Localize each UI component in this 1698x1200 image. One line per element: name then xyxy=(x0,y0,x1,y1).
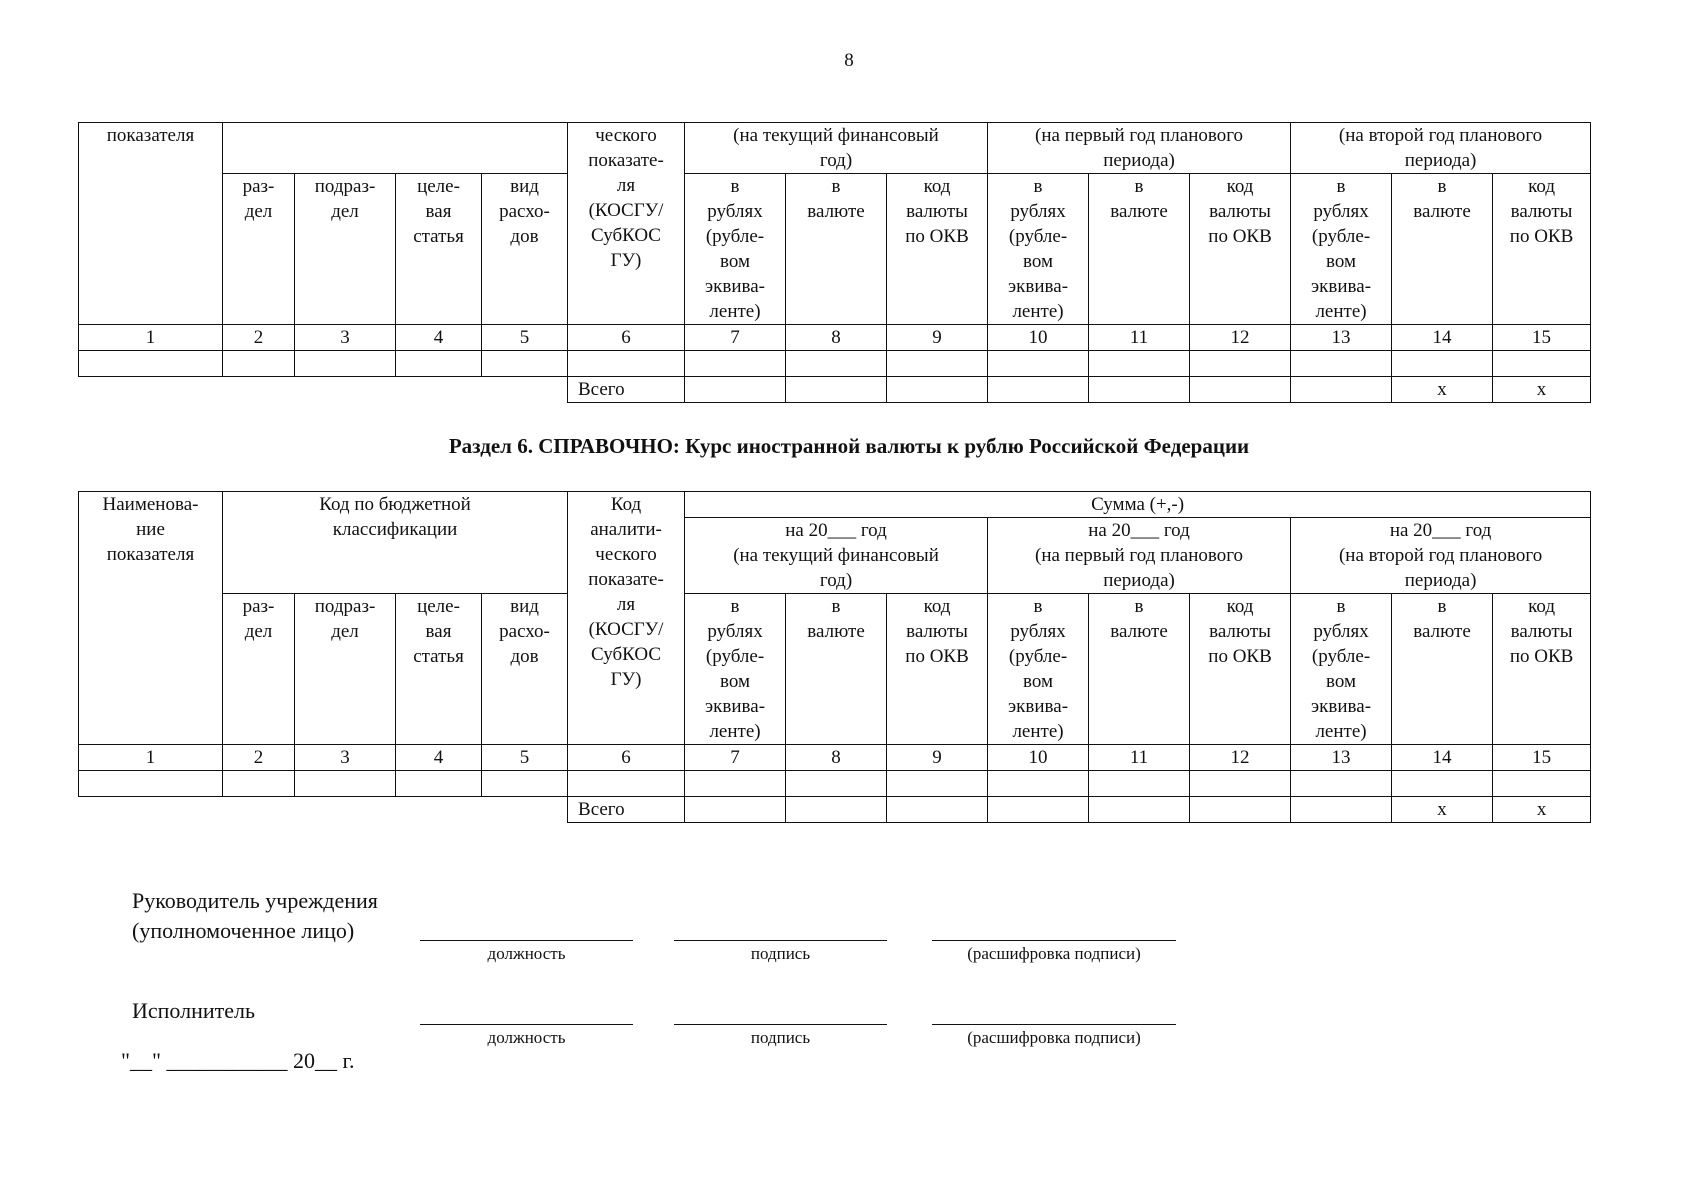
empty-data-row xyxy=(79,351,1591,377)
data-cell[interactable] xyxy=(1291,351,1392,377)
header-currency: в валюте xyxy=(1392,174,1493,325)
head-signature-line[interactable] xyxy=(674,940,887,941)
total-cell[interactable] xyxy=(988,377,1089,403)
executor-decoding-line[interactable] xyxy=(932,1024,1176,1025)
header-expense-type: вид расхо- дов xyxy=(482,174,568,325)
header-rub: в рублях (рубле- вом эквива- ленте) xyxy=(988,594,1089,745)
column-number: 13 xyxy=(1291,325,1392,351)
total-cell[interactable] xyxy=(1089,797,1190,823)
header-okv: код валюты по ОКВ xyxy=(1493,174,1591,325)
data-cell[interactable] xyxy=(786,351,887,377)
data-cell[interactable] xyxy=(1291,771,1392,797)
data-cell[interactable] xyxy=(988,351,1089,377)
header-podrazdel: подраз- дел xyxy=(295,594,396,745)
total-cell[interactable] xyxy=(786,797,887,823)
header-razdel: раз- дел xyxy=(223,594,295,745)
total-cell[interactable] xyxy=(1291,377,1392,403)
data-cell[interactable] xyxy=(396,351,482,377)
column-number: 10 xyxy=(988,325,1089,351)
header-budget-code-group xyxy=(223,123,568,174)
data-cell[interactable] xyxy=(79,771,223,797)
data-cell[interactable] xyxy=(223,351,295,377)
data-cell[interactable] xyxy=(1392,351,1493,377)
data-cell[interactable] xyxy=(1493,771,1591,797)
column-number: 2 xyxy=(223,745,295,771)
total-cell[interactable] xyxy=(1291,797,1392,823)
head-position-line[interactable] xyxy=(420,940,633,941)
column-number: 6 xyxy=(568,325,685,351)
empty-data-row xyxy=(79,771,1591,797)
data-cell[interactable] xyxy=(1089,771,1190,797)
total-cell[interactable] xyxy=(887,797,988,823)
column-number: 15 xyxy=(1493,745,1591,771)
header-analytic-code: ческого показате- ля (КОСГУ/ СубКОС ГУ) xyxy=(568,123,685,325)
header-okv: код валюты по ОКВ xyxy=(887,174,988,325)
data-cell[interactable] xyxy=(568,351,685,377)
header-target-item: целе- вая статья xyxy=(396,594,482,745)
executor-decoding-caption: (расшифровка подписи) xyxy=(967,1028,1141,1047)
column-number: 11 xyxy=(1089,325,1190,351)
total-label: Всего xyxy=(568,377,685,403)
column-number: 5 xyxy=(482,325,568,351)
total-cell[interactable] xyxy=(786,377,887,403)
column-number: 12 xyxy=(1190,745,1291,771)
header-period-current: на 20___ год (на текущий финансовый год) xyxy=(685,518,988,594)
header-period-first: на 20___ год (на первый год планового периода) xyxy=(988,518,1291,594)
column-number: 6 xyxy=(568,745,685,771)
total-cell[interactable] xyxy=(1190,377,1291,403)
data-cell[interactable] xyxy=(79,351,223,377)
data-cell[interactable] xyxy=(887,351,988,377)
executor-position-line[interactable] xyxy=(420,1024,633,1025)
column-number: 15 xyxy=(1493,325,1591,351)
data-cell[interactable] xyxy=(1190,771,1291,797)
header-rub: в рублях (рубле- вом эквива- ленте) xyxy=(1291,174,1392,325)
data-cell[interactable] xyxy=(1392,771,1493,797)
data-cell[interactable] xyxy=(568,771,685,797)
column-number: 3 xyxy=(295,325,396,351)
header-currency: в валюте xyxy=(1089,594,1190,745)
header-okv: код валюты по ОКВ xyxy=(887,594,988,745)
header-okv: код валюты по ОКВ xyxy=(1190,174,1291,325)
column-number: 12 xyxy=(1190,325,1291,351)
column-number: 1 xyxy=(79,745,223,771)
header-razdel: раз- дел xyxy=(223,174,295,325)
header-rub: в рублях (рубле- вом эквива- ленте) xyxy=(685,594,786,745)
header-period-first: (на первый год планового периода) xyxy=(988,123,1291,174)
column-number: 8 xyxy=(786,745,887,771)
header-podrazdel: подраз- дел xyxy=(295,174,396,325)
column-number: 2 xyxy=(223,325,295,351)
column-number: 4 xyxy=(396,325,482,351)
data-cell[interactable] xyxy=(482,771,568,797)
data-cell[interactable] xyxy=(1493,351,1591,377)
header-currency: в валюте xyxy=(1392,594,1493,745)
header-okv: код валюты по ОКВ xyxy=(1493,594,1591,745)
header-period-second: на 20___ год (на второй год планового периода) xyxy=(1291,518,1591,594)
data-cell[interactable] xyxy=(396,771,482,797)
column-number: 3 xyxy=(295,745,396,771)
table-section-6 xyxy=(78,491,1591,823)
head-position-caption: должность xyxy=(487,944,566,963)
column-number: 7 xyxy=(685,325,786,351)
table-continuation xyxy=(78,122,1591,403)
data-cell[interactable] xyxy=(988,771,1089,797)
total-cell[interactable] xyxy=(988,797,1089,823)
data-cell[interactable] xyxy=(685,351,786,377)
data-cell[interactable] xyxy=(887,771,988,797)
total-mark: х xyxy=(1392,797,1493,823)
total-mark: х xyxy=(1493,377,1591,403)
head-decoding-caption: (расшифровка подписи) xyxy=(967,944,1141,963)
total-cell[interactable] xyxy=(1089,377,1190,403)
total-row xyxy=(79,797,1591,823)
header-rub: в рублях (рубле- вом эквива- ленте) xyxy=(685,174,786,325)
column-number: 4 xyxy=(396,745,482,771)
header-analytic-code: Код аналити- ческого показате- ля (КОСГУ/ СубКОС ГУ) xyxy=(568,492,685,745)
column-number: 11 xyxy=(1089,745,1190,771)
header-expense-type: вид расхо- дов xyxy=(482,594,568,745)
column-number: 8 xyxy=(786,325,887,351)
data-cell[interactable] xyxy=(295,771,396,797)
data-cell[interactable] xyxy=(1190,351,1291,377)
head-decoding-line[interactable] xyxy=(932,940,1176,941)
total-cell[interactable] xyxy=(685,797,786,823)
head-of-institution-label: Руководитель учреждения (уполномоченное лицо) xyxy=(132,888,378,943)
total-cell[interactable] xyxy=(887,377,988,403)
executor-label: Исполнитель xyxy=(132,998,256,1023)
executor-position-caption: должность xyxy=(487,1028,566,1047)
total-mark: х xyxy=(1493,797,1591,823)
header-target-item: целе- вая статья xyxy=(396,174,482,325)
column-number: 7 xyxy=(685,745,786,771)
executor-signature-line[interactable] xyxy=(674,1024,887,1025)
header-okv: код валюты по ОКВ xyxy=(1190,594,1291,745)
data-cell[interactable] xyxy=(223,771,295,797)
header-currency: в валюте xyxy=(786,594,887,745)
page-number: 8 xyxy=(844,50,854,71)
executor-signature-caption: подпись xyxy=(750,1028,811,1047)
column-number: 9 xyxy=(887,745,988,771)
column-number: 10 xyxy=(988,745,1089,771)
header-indicator-name: Наименова- ние показателя xyxy=(79,492,223,745)
column-number: 9 xyxy=(887,325,988,351)
header-sum: Сумма (+,-) xyxy=(685,492,1591,518)
header-indicator-name: показателя xyxy=(79,123,223,325)
header-rub: в рублях (рубле- вом эквива- ленте) xyxy=(988,174,1089,325)
date-field[interactable]: "__" ___________ 20__ г. xyxy=(121,1048,355,1073)
column-number: 1 xyxy=(79,325,223,351)
data-cell[interactable] xyxy=(295,351,396,377)
total-cell[interactable] xyxy=(685,377,786,403)
header-period-current: (на текущий финансовый год) xyxy=(685,123,988,174)
total-label: Всего xyxy=(568,797,685,823)
data-cell[interactable] xyxy=(1089,351,1190,377)
section-6-title: Раздел 6. СПРАВОЧНО: Курс иностранной валюты к рублю Российской Федерации xyxy=(448,434,1250,458)
header-period-second: (на второй год планового периода) xyxy=(1291,123,1591,174)
column-number: 5 xyxy=(482,745,568,771)
header-currency: в валюте xyxy=(1089,174,1190,325)
column-number: 13 xyxy=(1291,745,1392,771)
column-number: 14 xyxy=(1392,325,1493,351)
header-currency: в валюте xyxy=(786,174,887,325)
total-mark: х xyxy=(1392,377,1493,403)
data-cell[interactable] xyxy=(786,771,887,797)
data-cell[interactable] xyxy=(685,771,786,797)
column-number: 14 xyxy=(1392,745,1493,771)
header-budget-code-group: Код по бюджетной классификации xyxy=(223,492,568,594)
total-row xyxy=(79,377,1591,403)
data-cell[interactable] xyxy=(482,351,568,377)
header-rub: в рублях (рубле- вом эквива- ленте) xyxy=(1291,594,1392,745)
head-signature-caption: подпись xyxy=(750,944,811,963)
total-cell[interactable] xyxy=(1190,797,1291,823)
